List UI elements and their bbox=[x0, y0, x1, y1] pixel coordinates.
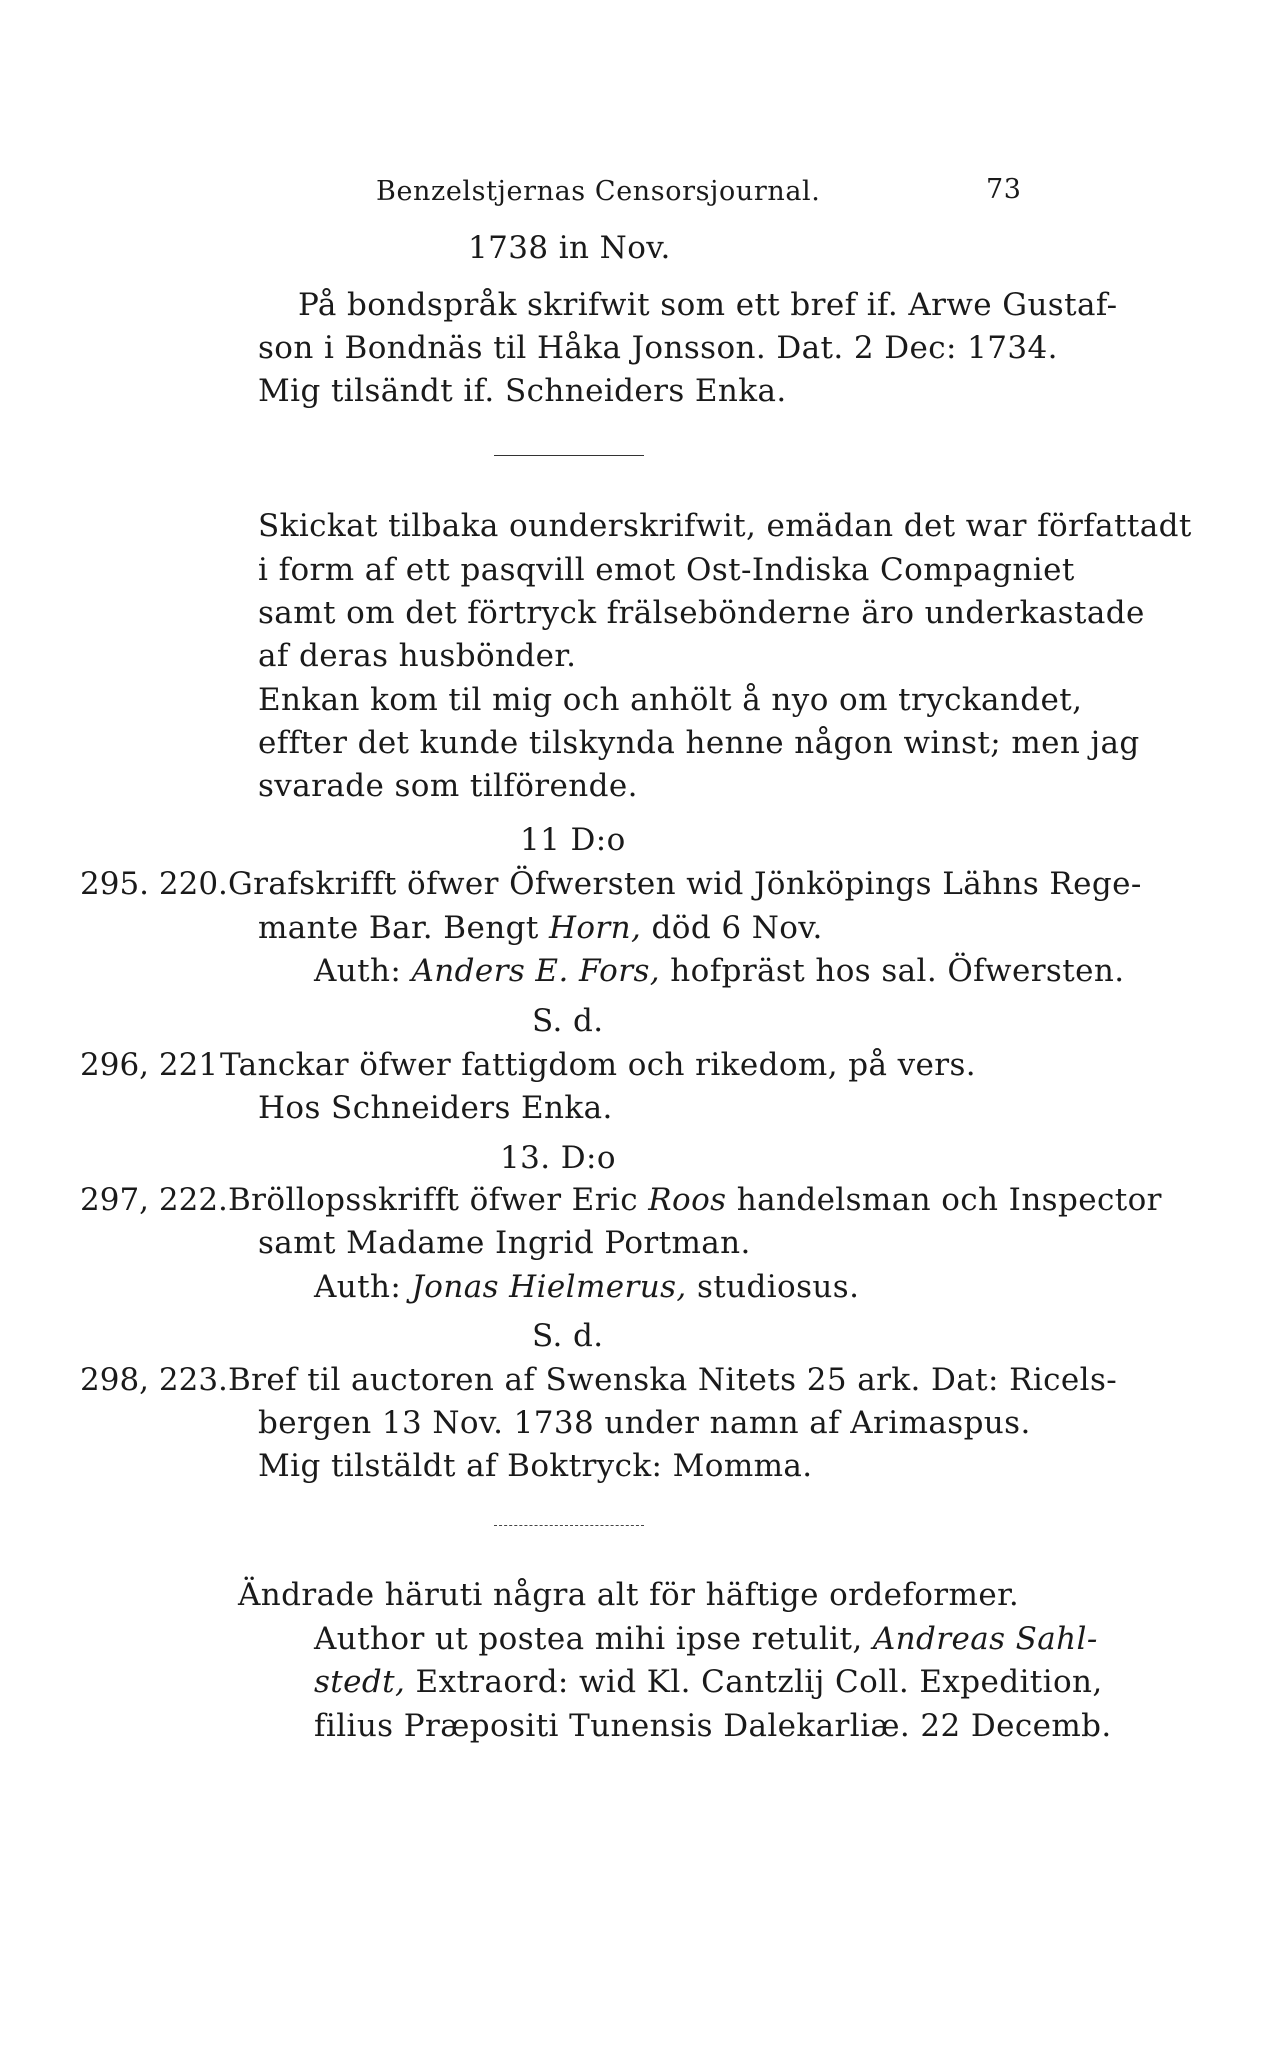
text-run: handelsman och Inspector bbox=[726, 1182, 1162, 1218]
entry-number: 298, 223. bbox=[80, 1362, 228, 1398]
italic-name: Anders E. Fors, bbox=[411, 953, 661, 989]
text-line: På bondspråk skrifwit som ett bref if. Arwe Gustaf- bbox=[298, 287, 1118, 323]
text-run: Bröllopsskrifft öfwer Eric bbox=[228, 1182, 649, 1218]
page-number: 73 bbox=[986, 174, 1022, 205]
entry-number: 297, 222. bbox=[80, 1182, 228, 1218]
italic-name: Jonas Hielmerus, bbox=[411, 1269, 687, 1305]
text-line bbox=[228, 1180, 1162, 1220]
text-line bbox=[314, 1662, 1103, 1702]
text-line bbox=[314, 951, 1124, 991]
text-line bbox=[258, 908, 823, 948]
text-run: Extraord: wid Kl. Cantzlij Coll. Expedition, bbox=[405, 1664, 1103, 1700]
entry-number: 295. 220. bbox=[80, 866, 228, 902]
italic-name: Andreas Sahl- bbox=[872, 1621, 1098, 1657]
date-heading: S. d. bbox=[532, 1318, 604, 1354]
text-line: i form af ett pasqvill emot Ost-Indiska Compagniet bbox=[258, 552, 1075, 588]
text-line: af deras husbönder. bbox=[258, 638, 577, 674]
text-line: samt om det förtryck frälsebönderne äro underkastade bbox=[258, 595, 1145, 631]
italic-name: Roos bbox=[648, 1182, 727, 1218]
text-run: Author ut postea mihi ipse retulit, bbox=[314, 1621, 873, 1657]
section-divider bbox=[494, 1525, 644, 1526]
text-line: effter det kunde tilskynda henne någon winst; men jag bbox=[258, 725, 1140, 761]
text-run: hofpräst hos sal. Öfwersten. bbox=[660, 953, 1125, 989]
text-line: svarade som tilförende. bbox=[258, 768, 638, 804]
text-line bbox=[314, 1619, 1098, 1659]
date-heading: 1738 in Nov. bbox=[468, 230, 671, 266]
text-run: studiosus. bbox=[686, 1269, 860, 1305]
text-line: Mig tilsändt if. Schneiders Enka. bbox=[258, 373, 787, 409]
text-line bbox=[314, 1267, 859, 1307]
text-run: Auth: bbox=[314, 953, 412, 989]
text-line: samt Madame Ingrid Portman. bbox=[258, 1225, 751, 1261]
text-run: mante Bar. Bengt bbox=[258, 910, 549, 946]
date-heading: 11 D:o bbox=[520, 822, 626, 858]
text-line: filius Præpositi Tunensis Dalekarliæ. 22 Decemb. bbox=[314, 1708, 1112, 1744]
text-line: Hos Schneiders Enka. bbox=[258, 1090, 613, 1126]
text-line: son i Bondnäs til Håka Jonsson. Dat. 2 Dec: 1734. bbox=[258, 330, 1058, 366]
text-line: Skickat tilbaka ounderskrifwit, emädan det war författadt bbox=[258, 508, 1192, 544]
text-line: Tanckar öfwer fattigdom och rikedom, på vers. bbox=[220, 1047, 977, 1083]
section-divider bbox=[494, 455, 644, 456]
text-run: död 6 Nov. bbox=[641, 910, 823, 946]
text-line: Ändrade häruti några alt för häftige ordeformer. bbox=[238, 1577, 1020, 1613]
text-line: bergen 13 Nov. 1738 under namn af Arimaspus. bbox=[258, 1405, 1031, 1441]
italic-name: stedt, bbox=[314, 1664, 406, 1700]
date-heading: 13. D:o bbox=[500, 1140, 616, 1176]
running-header: Benzelstjernas Censorsjournal. bbox=[376, 176, 821, 207]
text-line: Bref til auctoren af Swenska Nitets 25 ark. Dat: Ricels- bbox=[228, 1362, 1118, 1398]
text-run: Auth: bbox=[314, 1269, 412, 1305]
text-line: Grafskrifft öfwer Öfwersten wid Jönköpings Lähns Rege- bbox=[228, 866, 1142, 902]
italic-name: Horn, bbox=[548, 910, 642, 946]
text-line: Mig tilstäldt af Boktryck: Momma. bbox=[258, 1448, 813, 1484]
text-line: Enkan kom til mig och anhölt å nyo om tryckandet, bbox=[258, 682, 1083, 718]
date-heading: S. d. bbox=[532, 1003, 604, 1039]
entry-number: 296, 221 bbox=[80, 1047, 219, 1083]
